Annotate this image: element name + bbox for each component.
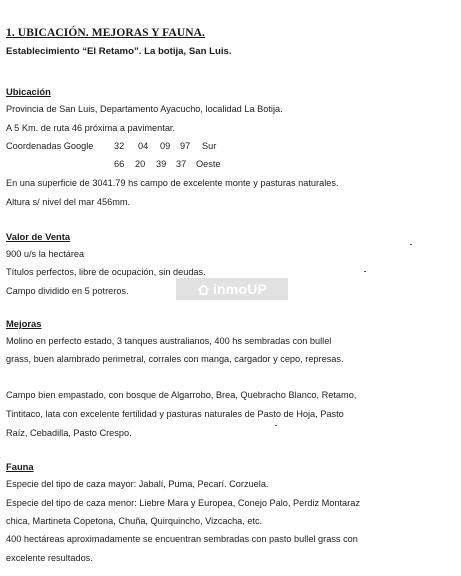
house-icon	[197, 283, 210, 296]
ubicacion-line: Provincia de San Luis, Departamento Ayacucho, localidad La Botija.	[6, 104, 283, 114]
fauna-line: Especie del tipo de caza menor: Liebre Mara y Europea, Conejo Palo, Perdiz Montaraz	[6, 498, 360, 508]
watermark-text: inmoUP	[212, 281, 268, 297]
mejoras-line: Campo bien empastado, con bosque de Algarrobo, Brea, Quebracho Blanco, Retamo,	[6, 390, 357, 400]
mejoras-line: Tintitaco, lata con excelente fertilidad y pasturas naturales de Pasto de Hoja, Pasto	[6, 409, 344, 419]
section-heading-mejoras: Mejoras	[6, 318, 42, 329]
coordinate-value: 20	[135, 159, 146, 169]
valor-venta-line: Campo dividido en 5 potreros.	[6, 286, 129, 296]
section-heading-fauna: Fauna	[6, 461, 34, 472]
coordinate-direction: Sur	[202, 141, 217, 151]
coordinate-value: 37	[176, 159, 187, 169]
ubicacion-line: Altura s/ nivel del mar 456mm.	[6, 197, 131, 207]
ubicacion-line: En una superficie de 3041.79 hs campo de excelente monte y pasturas naturales.	[6, 178, 339, 188]
fauna-line: Especie del tipo de caza mayor: Jabalí, Puma, Pecarí. Corzuela.	[6, 479, 269, 489]
mejoras-line: grass, buen alambrado perimetral, corrales con manga, cargador y cepo, represas.	[6, 354, 344, 364]
section-heading-ubicacion: Ubicación	[6, 86, 51, 97]
fauna-line: chica, Martineta Copetona, Chuña, Quirquincho, Vizcacha, etc.	[6, 516, 263, 526]
inmoup-watermark	[176, 278, 288, 300]
establishment-subtitle: Establecimiento “El Retamo”. La botija, San Luis.	[6, 46, 232, 57]
scan-speck	[275, 425, 277, 426]
mejoras-line: Raíz, Cebadilla, Pasto Crespo.	[6, 428, 132, 438]
coordinate-value: 97	[180, 141, 191, 151]
coordinates-label: Coordenadas Google	[6, 141, 94, 151]
fauna-line: 400 hectáreas aproximadamente se encuentran sembradas con pasto bullel grass con	[6, 534, 358, 544]
ubicacion-line: A 5 Km. de ruta 46 próxima a pavimentar.	[6, 123, 176, 133]
section-heading-valor-venta: Valor de Venta	[6, 231, 71, 242]
coordinate-value: 66	[114, 159, 125, 169]
valor-venta-line: 900 u/s la hectárea	[6, 249, 85, 259]
mejoras-line: Molino en perfecto estado, 3 tanques australianos, 400 hs sembradas con bullel	[6, 336, 332, 346]
coordinate-value: 32	[114, 141, 125, 151]
document-title: 1. UBICACIÓN. MEJORAS Y FAUNA.	[6, 27, 206, 39]
scan-speck	[410, 244, 412, 245]
scan-speck	[364, 271, 366, 272]
coordinate-value: 09	[160, 141, 171, 151]
fauna-line: excelente resultados.	[6, 553, 93, 563]
coordinate-direction: Oeste	[196, 159, 221, 169]
valor-venta-line: Títulos perfectos, libre de ocupación, sin deudas.	[6, 267, 206, 277]
coordinate-value: 04	[138, 141, 149, 151]
coordinate-value: 39	[156, 159, 167, 169]
